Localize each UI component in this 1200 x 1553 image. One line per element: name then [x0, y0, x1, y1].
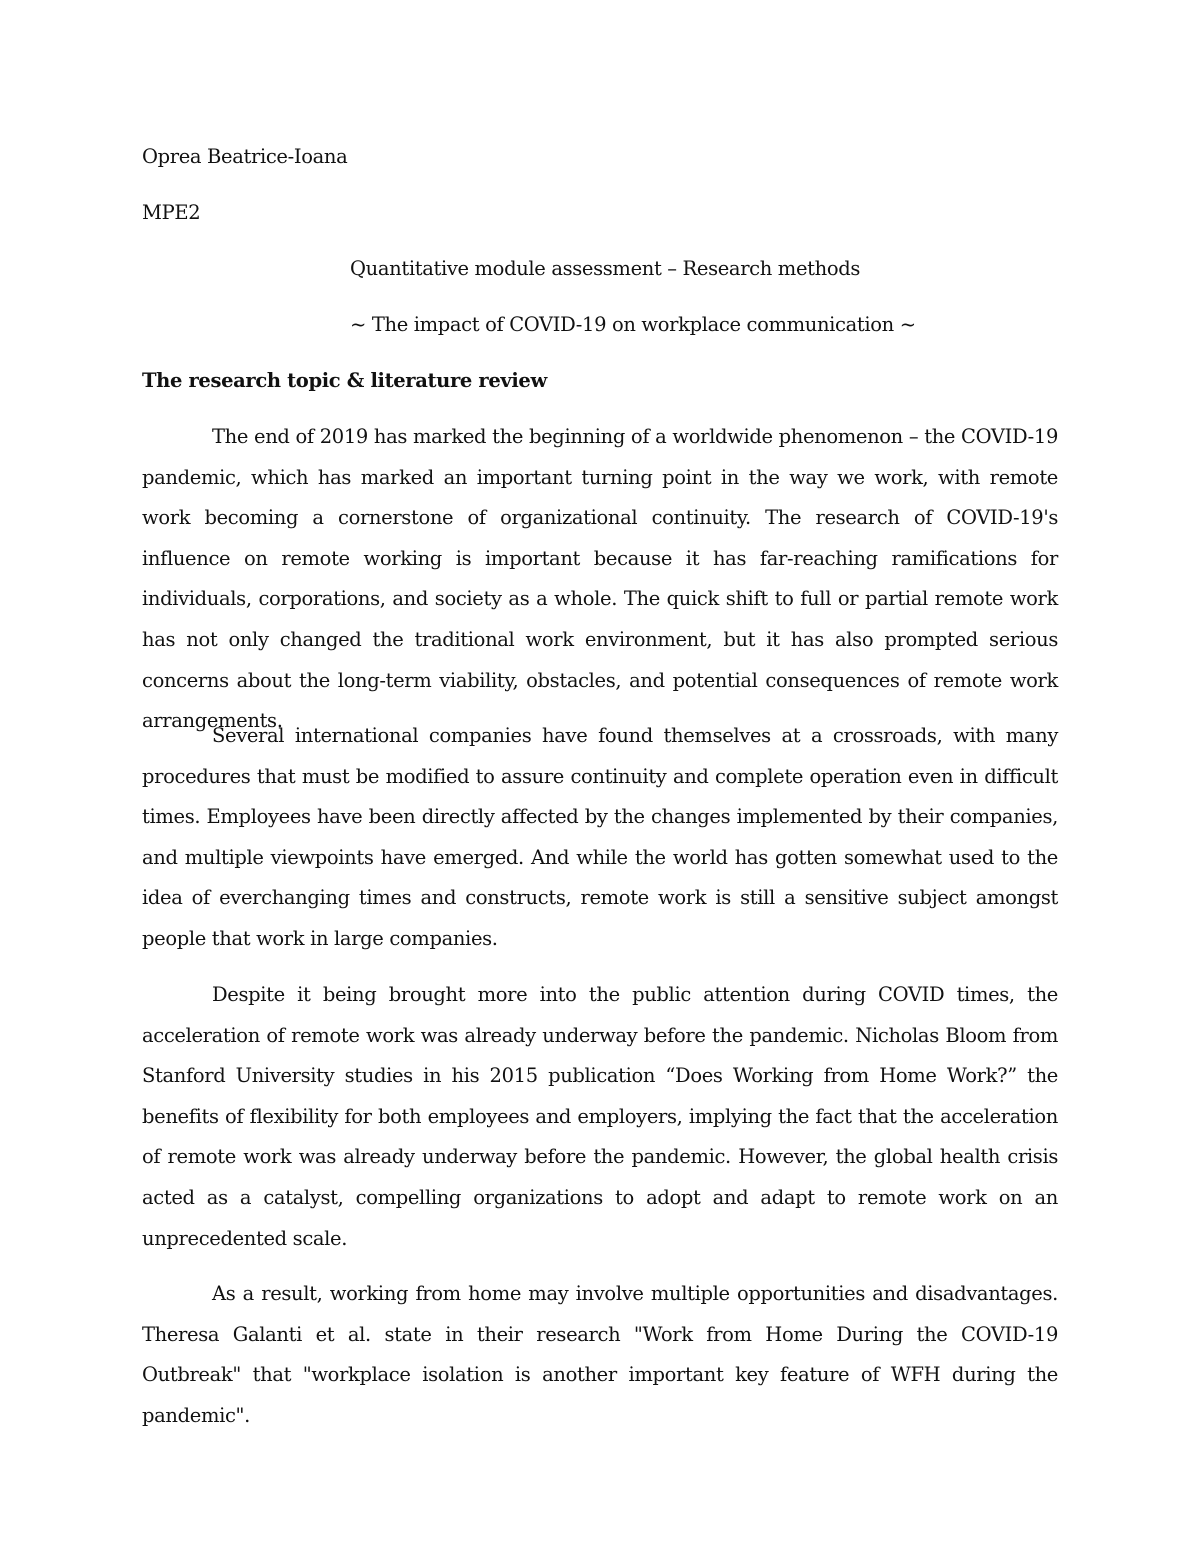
paragraph-1: The end of 2019 has marked the beginning of a worldwide phenomenon – the COVID-19 pandemic, which has marked an important turning point in the way we work, with remote work becoming a cornerstone of organizational continuity. The research of COVID-19's influence on remote working is important because it has far-reaching ramifications for individuals, corporations, and society as a whole. The quick shift to full or partial remote work has not only changed the traditional work environment, but it has also prompted serious concerns about the long-term viability, obstacles, and potential consequences of remote work arrangements. [142, 425, 1058, 733]
paragraph-2: Several international companies have found themselves at a crossroads, with many procedures that must be modified to assure continuity and complete operation even in difficult times. Employees have been directly affected by the changes implemented by their companies, and multiple viewpoints have emerged. And while the world has gotten somewhat used to the idea of everchanging times and constructs, remote work is still a sensitive subject amongst people that work in large companies. [142, 724, 1058, 950]
paragraph-3: Despite it being brought more into the public attention during COVID times, the acceleration of remote work was already underway before the pandemic. Nicholas Bloom from Stanford University studies in his 2015 publication “Does Working from Home Work?” the benefits of flexibility for both employees and employers, implying the fact that the acceleration of remote work was already underway before the pandemic. However, the global health crisis acted as a catalyst, compelling organizations to adopt and adapt to remote work on an unprecedented scale. [142, 983, 1058, 1250]
section-heading: The research topic & literature review [142, 369, 547, 392]
author-name: Oprea Beatrice-Ioana [142, 145, 348, 168]
document-subtitle: ~ The impact of COVID-19 on workplace communication ~ [350, 313, 916, 336]
group-code: MPE2 [142, 201, 201, 224]
paragraph-4: As a result, working from home may involve multiple opportunities and disadvantages. Theresa Galanti et al. state in their research "Work from Home During the COVID-19 Outbreak" that "workplace isolation is another important key feature of WFH during the pandemic". [142, 1282, 1058, 1427]
assessment-title: Quantitative module assessment – Research methods [350, 257, 861, 280]
